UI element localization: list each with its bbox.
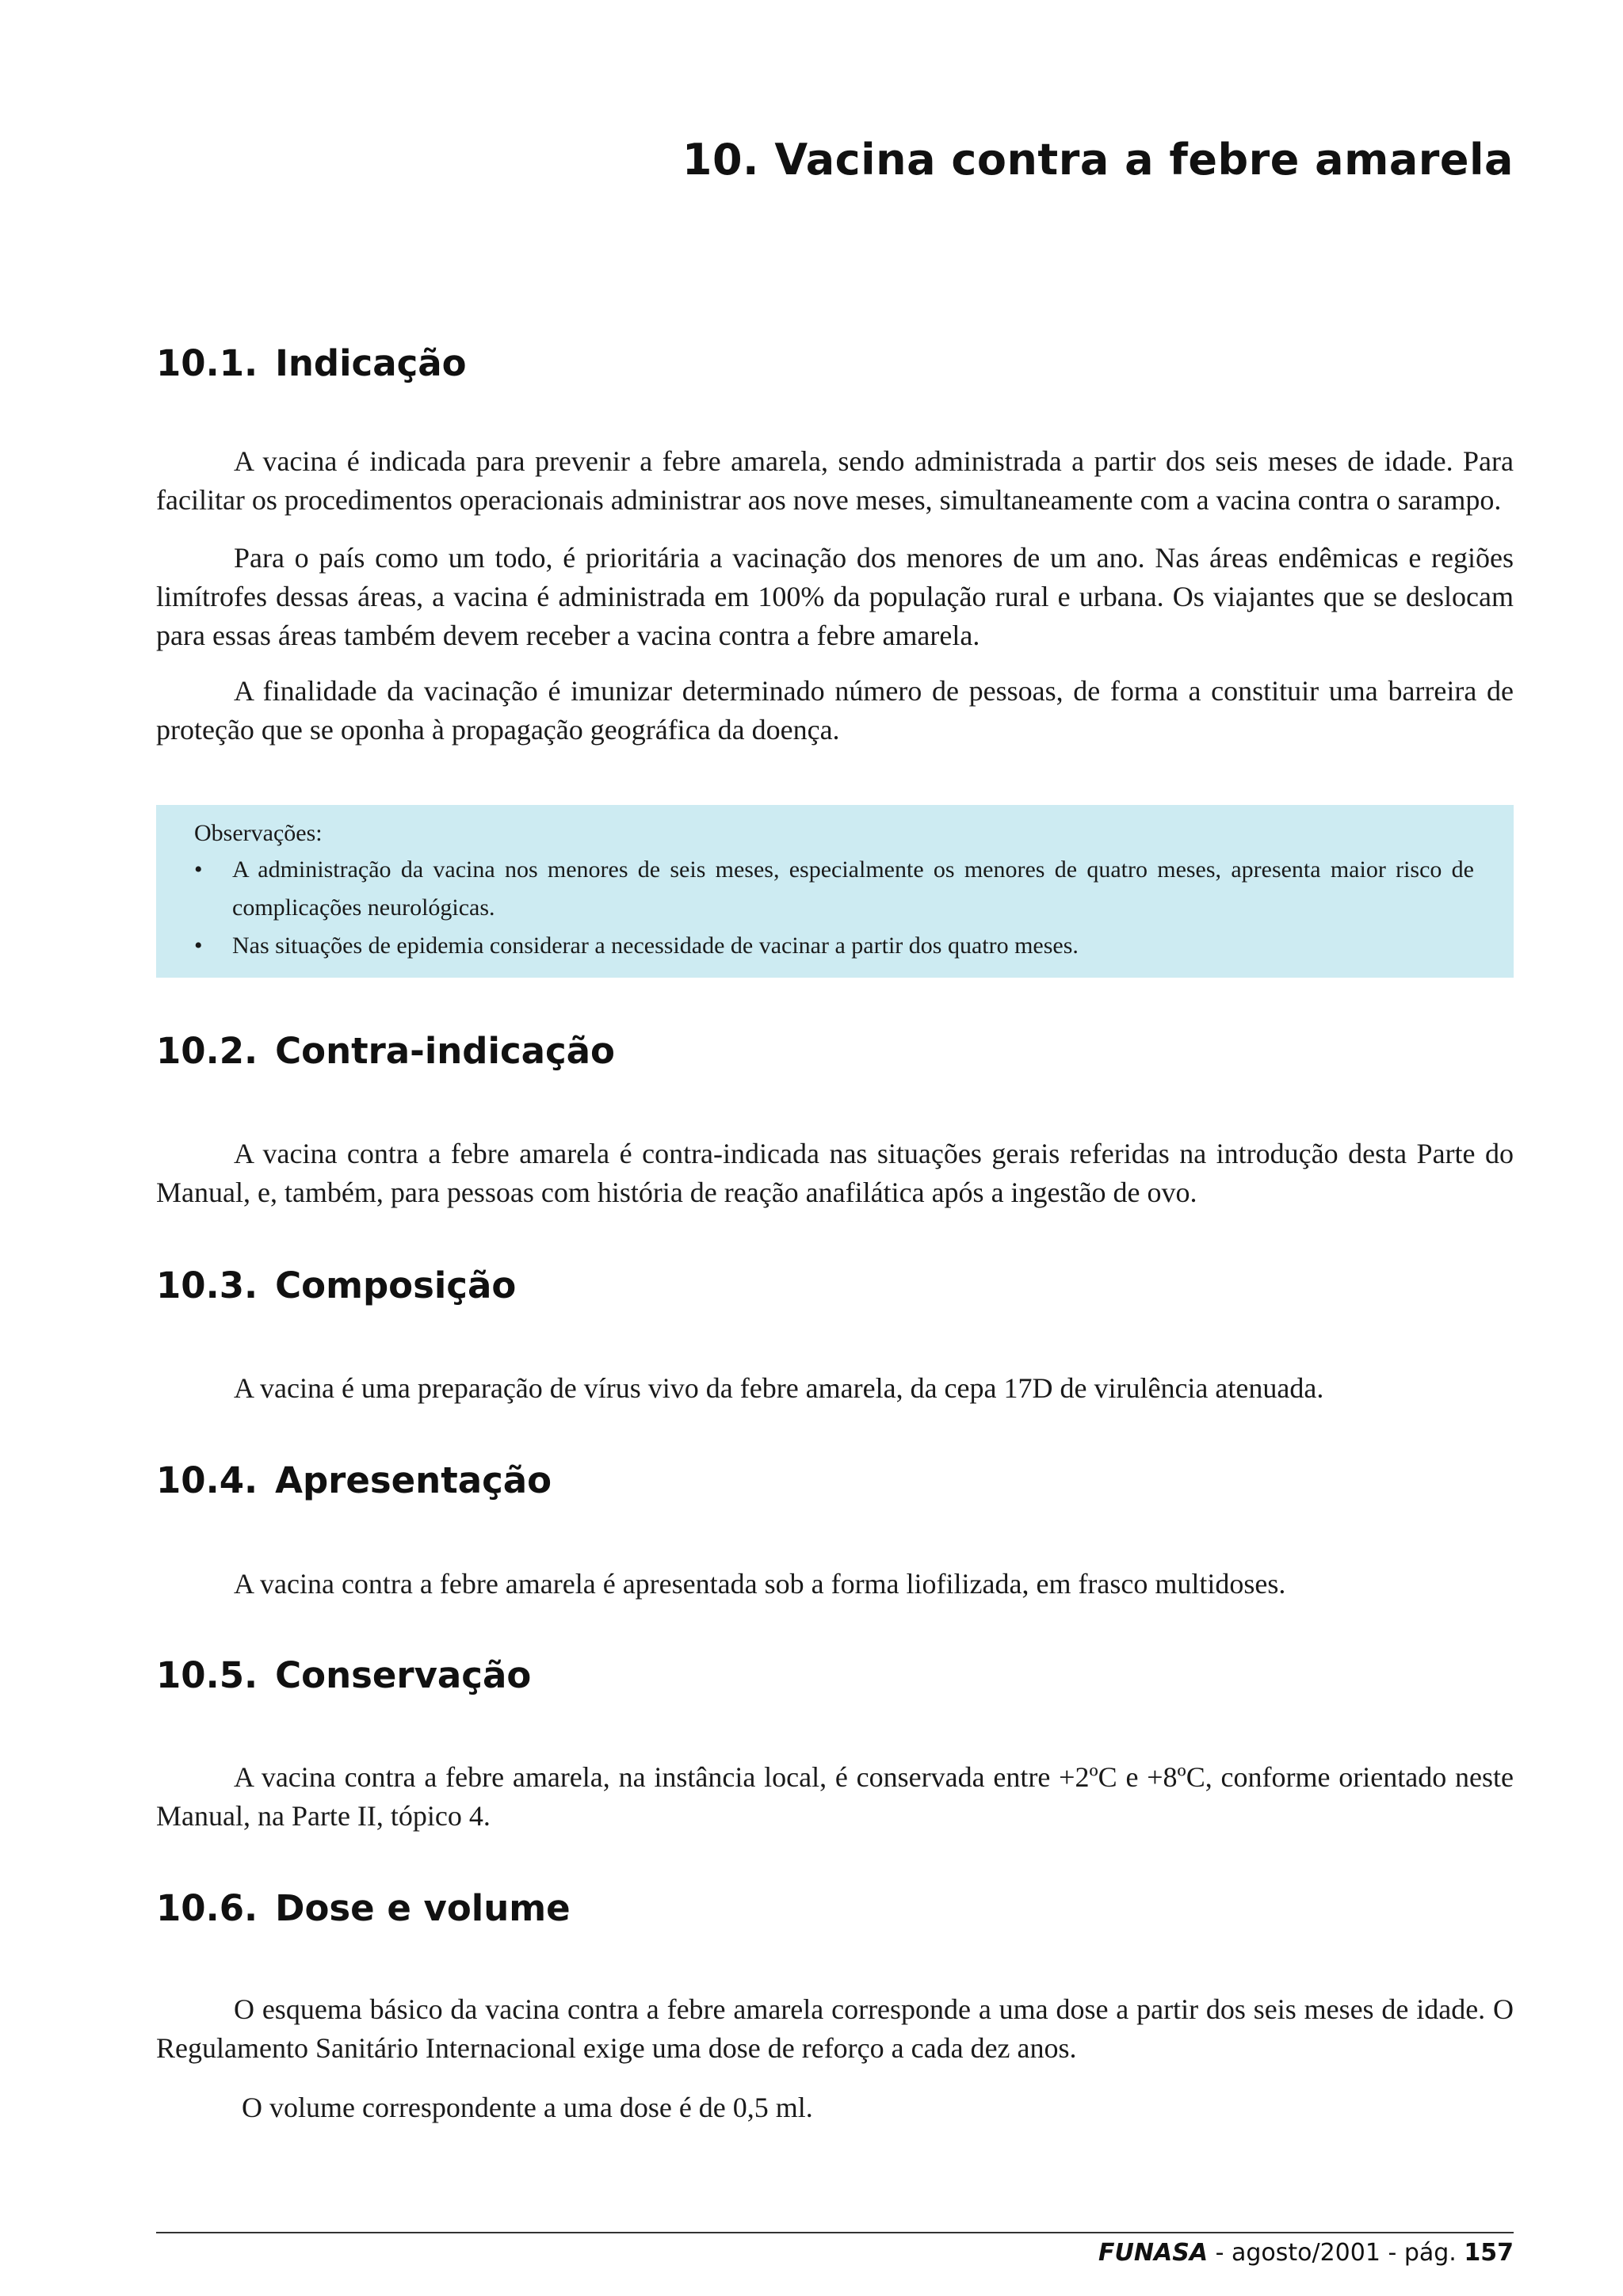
footer-brand: FUNASA [1098,2239,1209,2267]
paragraph-indicacao-2: Para o país como um todo, é prioritária a vacinação dos menores de um ano. Nas áreas endêmicas e regiões limítrofes dessas áreas, a vacina é administrada em 100% da população rural e urbana. Os viajantes que se deslocam para essas áreas também devem receber a vacina contra a febre amarela. [156,542,1514,651]
section-heading-contra-indicacao [156,1030,615,1072]
footer-date: - agosto/2001 - pág. [1208,2239,1465,2267]
page-footer [1098,2239,1514,2267]
paragraph-indicacao-1: A vacina é indicada para prevenir a febre amarela, sendo administrada a partir dos seis meses de idade. Para facilitar os procedimentos operacionais administrar aos nove meses, simultaneamente com a vacina contra o sarampo. [156,445,1514,516]
section-title: Composição [275,1264,517,1306]
section-title: Apresentação [275,1459,552,1501]
section-heading-conservacao [156,1654,531,1696]
paragraph-contra-indicacao: A vacina contra a febre amarela é contra-indicada nas situações gerais referidas na introdução desta Parte do Manual, e, também, para pessoas com história de reação anafilática após a ingestão de ovo. [156,1138,1514,1208]
paragraph-apresentacao: A vacina contra a febre amarela é apresentada sob a forma liofilizada, em frasco multidoses. [234,1568,1286,1600]
section-number: 10.4. [156,1459,258,1501]
paragraph-dose-volume-1: O esquema básico da vacina contra a febre amarela corresponde a uma dose a partir dos seis meses de idade. O Regulamento Sanitário Internacional exige uma dose de reforço a cada dez anos. [156,1993,1514,2064]
observation-text: A administração da vacina nos menores de seis meses, especialmente os menores de quatro meses, apresenta maior risco de complicações neurológicas. [232,856,1474,921]
page-number: 157 [1464,2239,1514,2267]
chapter-title: 10. Vacina contra a febre amarela [682,135,1514,185]
paragraph-indicacao-3: A finalidade da vacinação é imunizar determinado número de pessoas, de forma a constituir uma barreira de proteção que se oponha à propagação geográfica da doença. [156,675,1514,746]
section-heading-apresentacao [156,1459,552,1501]
section-number: 10.5. [156,1654,258,1696]
section-heading-dose-volume [156,1887,571,1929]
section-heading-composicao [156,1264,516,1306]
section-heading-indicacao [156,342,467,384]
observation-item [194,927,1474,965]
paragraph-composicao: A vacina é uma preparação de vírus vivo da febre amarela, da cepa 17D de virulência atenuada. [234,1372,1324,1404]
paragraph-conservacao: A vacina contra a febre amarela, na instância local, é conservada entre +2ºC e +8ºC, conforme orientado neste Manual, na Parte II, tópico 4. [156,1761,1514,1832]
section-number: 10.3. [156,1264,258,1306]
section-number: 10.6. [156,1887,258,1929]
footer-divider [156,2232,1514,2233]
observations-box [156,805,1514,978]
paragraph-dose-volume-2: O volume correspondente a uma dose é de 0,5 ml. [242,2092,813,2123]
observations-list [194,851,1474,965]
bullet-icon: • [194,933,203,959]
observation-text: Nas situações de epidemia considerar a necessidade de vacinar a partir dos quatro meses. [232,933,1079,959]
section-title: Indicação [275,342,467,384]
observation-item [194,851,1474,927]
bullet-icon: • [194,856,203,883]
section-title: Conservação [275,1654,532,1696]
observations-title: Observações: [194,820,323,846]
section-number: 10.1. [156,342,258,384]
section-title: Dose e volume [275,1887,571,1929]
section-title: Contra-indicação [275,1030,615,1072]
section-number: 10.2. [156,1030,258,1072]
